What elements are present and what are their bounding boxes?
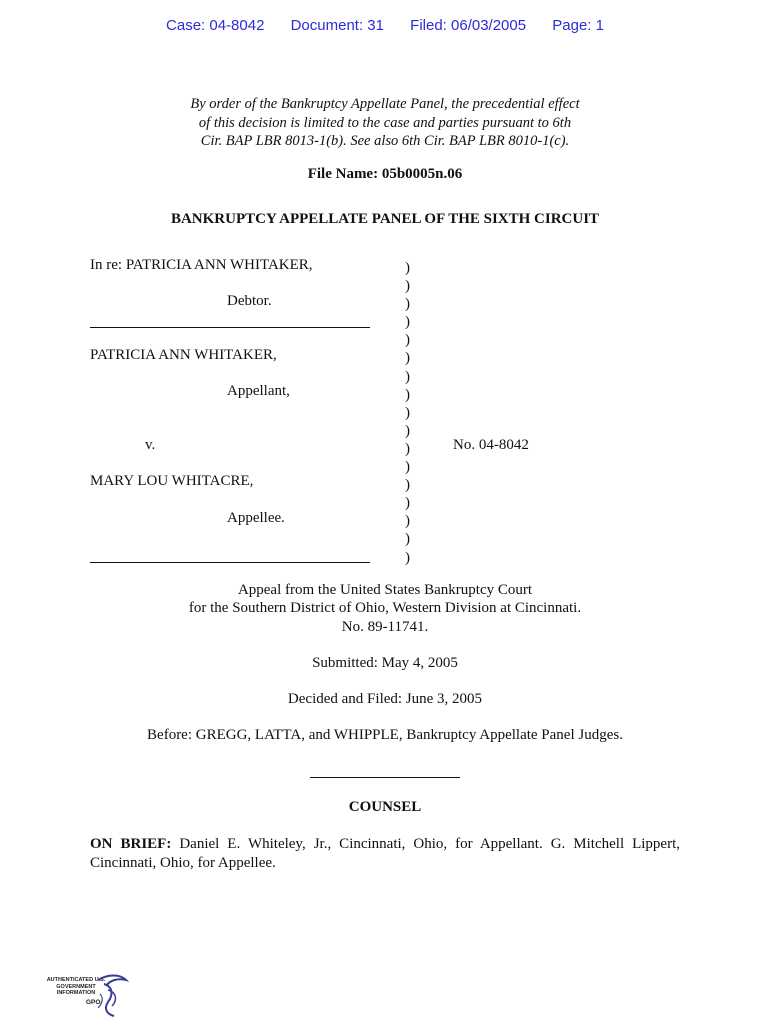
appeal-line-3: No. 89-11741. [341,619,429,635]
in-re-party: In re: PATRICIA ANN WHITAKER, [90,257,313,273]
appellee-name: MARY LOU WHITACRE, [90,473,254,489]
seal-gpo-label: GPO [86,999,101,1006]
submitted-date: Submitted: May 4, 2005 [312,655,458,671]
notice-line-3: Cir. BAP LBR 8013-1(b). See also 6th Cir. BAP LBR 8010-1(c). [200,133,570,149]
brief-text: Daniel E. Whiteley, Jr., Cincinnati, Ohio, for Appellant. G. Mitchell Lippert, Cincinnati, Ohio, for Appellee. [90,836,680,871]
decided-date: Decided and Filed: June 3, 2005 [287,691,483,707]
brief-label: ON BRIEF: [90,836,172,852]
appellee-role: Appellee. [227,510,285,526]
section-divider [310,777,460,778]
counsel-heading: COUNSEL [348,799,422,815]
versus: v. [145,437,156,453]
seal-text: AUTHENTICATED U.S. GOVERNMENT INFORMATION [46,977,106,996]
gpo-authentication-seal [42,972,132,1018]
appeal-line-1: Appeal from the United States Bankruptcy Court [237,582,533,598]
precedential-notice [0,95,770,151]
filed-date: Filed: 06/03/2005 [410,17,527,34]
court-name: BANKRUPTCY APPELLATE PANEL OF THE SIXTH CIRCUIT [170,211,600,227]
caption-parentheses: ) ) ) ) ) ) ) ) ) ) ) ) ) ) ) ) ) [405,260,410,566]
notice-line-2: of this decision is limited to the case and parties pursuant to 6th [198,114,572,131]
notice-line-1: By order of the Bankruptcy Appellate Panel, the precedential effect [190,96,580,112]
file-name: File Name: 05b0005n.06 [307,166,463,182]
appellant-role: Appellant, [227,383,290,399]
page-number: Page: 1 [552,17,604,34]
caption-divider [90,327,370,328]
document-header [0,17,770,34]
debtor-role: Debtor. [227,293,272,309]
case-number: Case: 04-8042 [166,17,265,34]
appellant-name: PATRICIA ANN WHITAKER, [90,347,277,363]
appeal-line-2: for the Southern District of Ohio, Western Division at Cincinnati. [188,600,582,616]
caption-bottom-rule [90,562,370,563]
document-number: Document: 31 [290,17,384,34]
brief-paragraph [90,835,680,873]
appeal-case-number: No. 04-8042 [453,437,529,453]
panel-judges: Before: GREGG, LATTA, and WHIPPLE, Bankruptcy Appellate Panel Judges. [147,727,623,743]
eagle-icon [94,972,130,1018]
